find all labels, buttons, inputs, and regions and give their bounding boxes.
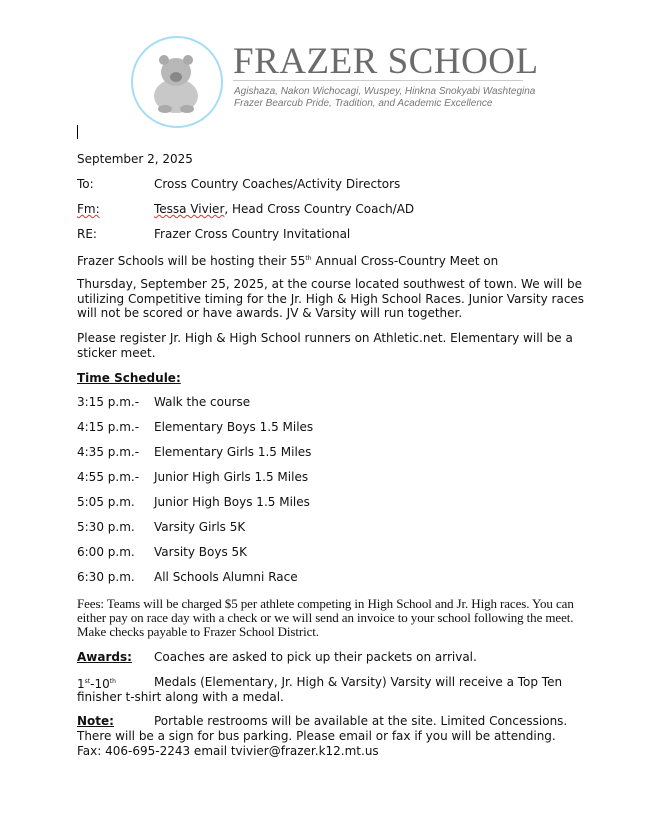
logo-motto-1: Agishaza, Nakon Wichocagi, Wuspey, Hinkna Snokyabi Washtegina	[234, 86, 536, 97]
bear-cub-logo-icon	[148, 52, 204, 114]
schedule-row	[77, 470, 477, 485]
schedule-event: Varsity Girls 5K	[154, 520, 246, 534]
schedule-row	[77, 545, 477, 560]
schedule-time: 3:15 p.m.-	[77, 395, 140, 409]
awards-line	[77, 650, 577, 665]
medals-range	[77, 677, 116, 691]
from-label: Fm:	[77, 202, 100, 216]
schedule-heading	[77, 371, 181, 386]
details-paragraph: Thursday, September 25, 2025, at the course located southwest of town. We will be utilizing Competitive timing for the Jr. High & High School Races. Junior Varsity races will not be scored or have awards. JV & Varsity will run together.	[77, 277, 585, 320]
schedule-event: Elementary Girls 1.5 Miles	[154, 445, 312, 459]
schedule-row	[77, 395, 477, 410]
schedule-row	[77, 495, 477, 510]
schedule-time: 6:00 p.m.	[77, 545, 135, 559]
to-line	[77, 177, 577, 192]
schedule-event: Elementary Boys 1.5 Miles	[154, 420, 314, 434]
medals-10: -10	[90, 677, 110, 691]
medals-1: 1	[77, 677, 85, 691]
school-name-logo: FRAZER SCHOOL	[233, 41, 539, 82]
medals-1-sup: st	[84, 678, 91, 685]
to-label: To:	[77, 177, 94, 191]
schedule-row	[77, 520, 477, 535]
logo-motto-2: Frazer Bearcub Pride, Tradition, and Academic Excellence	[234, 98, 493, 109]
note-line	[77, 714, 587, 729]
re-value: Frazer Cross Country Invitational	[154, 227, 351, 241]
awards-text: Coaches are asked to pick up their packets on arrival.	[154, 650, 477, 664]
from-name: Tessa Vivier	[154, 202, 225, 216]
from-line	[77, 202, 577, 217]
schedule-heading-text: Time Schedule:	[77, 371, 181, 385]
to-value: Cross Country Coaches/Activity Directors	[154, 177, 401, 191]
note-label: Note:	[77, 714, 114, 728]
note-text-3: Fax: 406-695-2243 email tvivier@frazer.k12.mt.us	[77, 744, 379, 758]
schedule-time: 4:55 p.m.-	[77, 470, 140, 484]
intro-sup: th	[305, 255, 312, 262]
schedule-event: Walk the course	[154, 395, 251, 409]
note-text-2: There will be a sign for bus parking. Please email or fax if you will be attending.	[77, 729, 556, 743]
medals-10-sup: th	[109, 678, 116, 685]
schedule-row	[77, 420, 477, 435]
schedule-event: Varsity Boys 5K	[154, 545, 248, 559]
schedule-event: All Schools Alumni Race	[154, 570, 298, 584]
schedule-time: 5:05 p.m.	[77, 495, 135, 509]
fees-paragraph: Fees: Teams will be charged $5 per athlete competing in High School and Jr. High races. You can either pay on race day with a check or we will send an invoice to your school following the meet. Make checks payable to Frazer School District.	[77, 596, 574, 640]
schedule-event: Junior High Boys 1.5 Miles	[154, 495, 310, 509]
from-value	[154, 202, 414, 217]
schedule-row	[77, 445, 477, 460]
letter-date: September 2, 2025	[77, 152, 193, 166]
from-title: , Head Cross Country Coach/AD	[224, 202, 415, 216]
register-paragraph: Please register Jr. High & High School runners on Athletic.net. Elementary will be a sticker meet.	[77, 331, 573, 360]
schedule-time: 6:30 p.m.	[77, 570, 135, 584]
re-label: RE:	[77, 227, 97, 241]
logo-divider	[233, 80, 523, 81]
intro-rest: Annual Cross-Country Meet on	[311, 254, 499, 268]
re-line	[77, 227, 577, 242]
text-cursor	[77, 125, 78, 139]
intro-text: Frazer Schools will be hosting their 55	[77, 254, 306, 268]
schedule-row	[77, 570, 477, 585]
medals-text: Medals (Elementary, Jr. High & Varsity) Varsity will receive a Top Ten	[154, 675, 563, 689]
note-text: Portable restrooms will be available at the site. Limited Concessions.	[154, 714, 568, 728]
schedule-time: 4:35 p.m.-	[77, 445, 140, 459]
schedule-time: 4:15 p.m.-	[77, 420, 140, 434]
schedule-event: Junior High Girls 1.5 Miles	[154, 470, 309, 484]
medals-text-2: finisher t-shirt along with a medal.	[77, 690, 284, 704]
awards-label: Awards:	[77, 650, 132, 664]
schedule-time: 5:30 p.m.	[77, 520, 135, 534]
intro-line	[77, 252, 498, 269]
